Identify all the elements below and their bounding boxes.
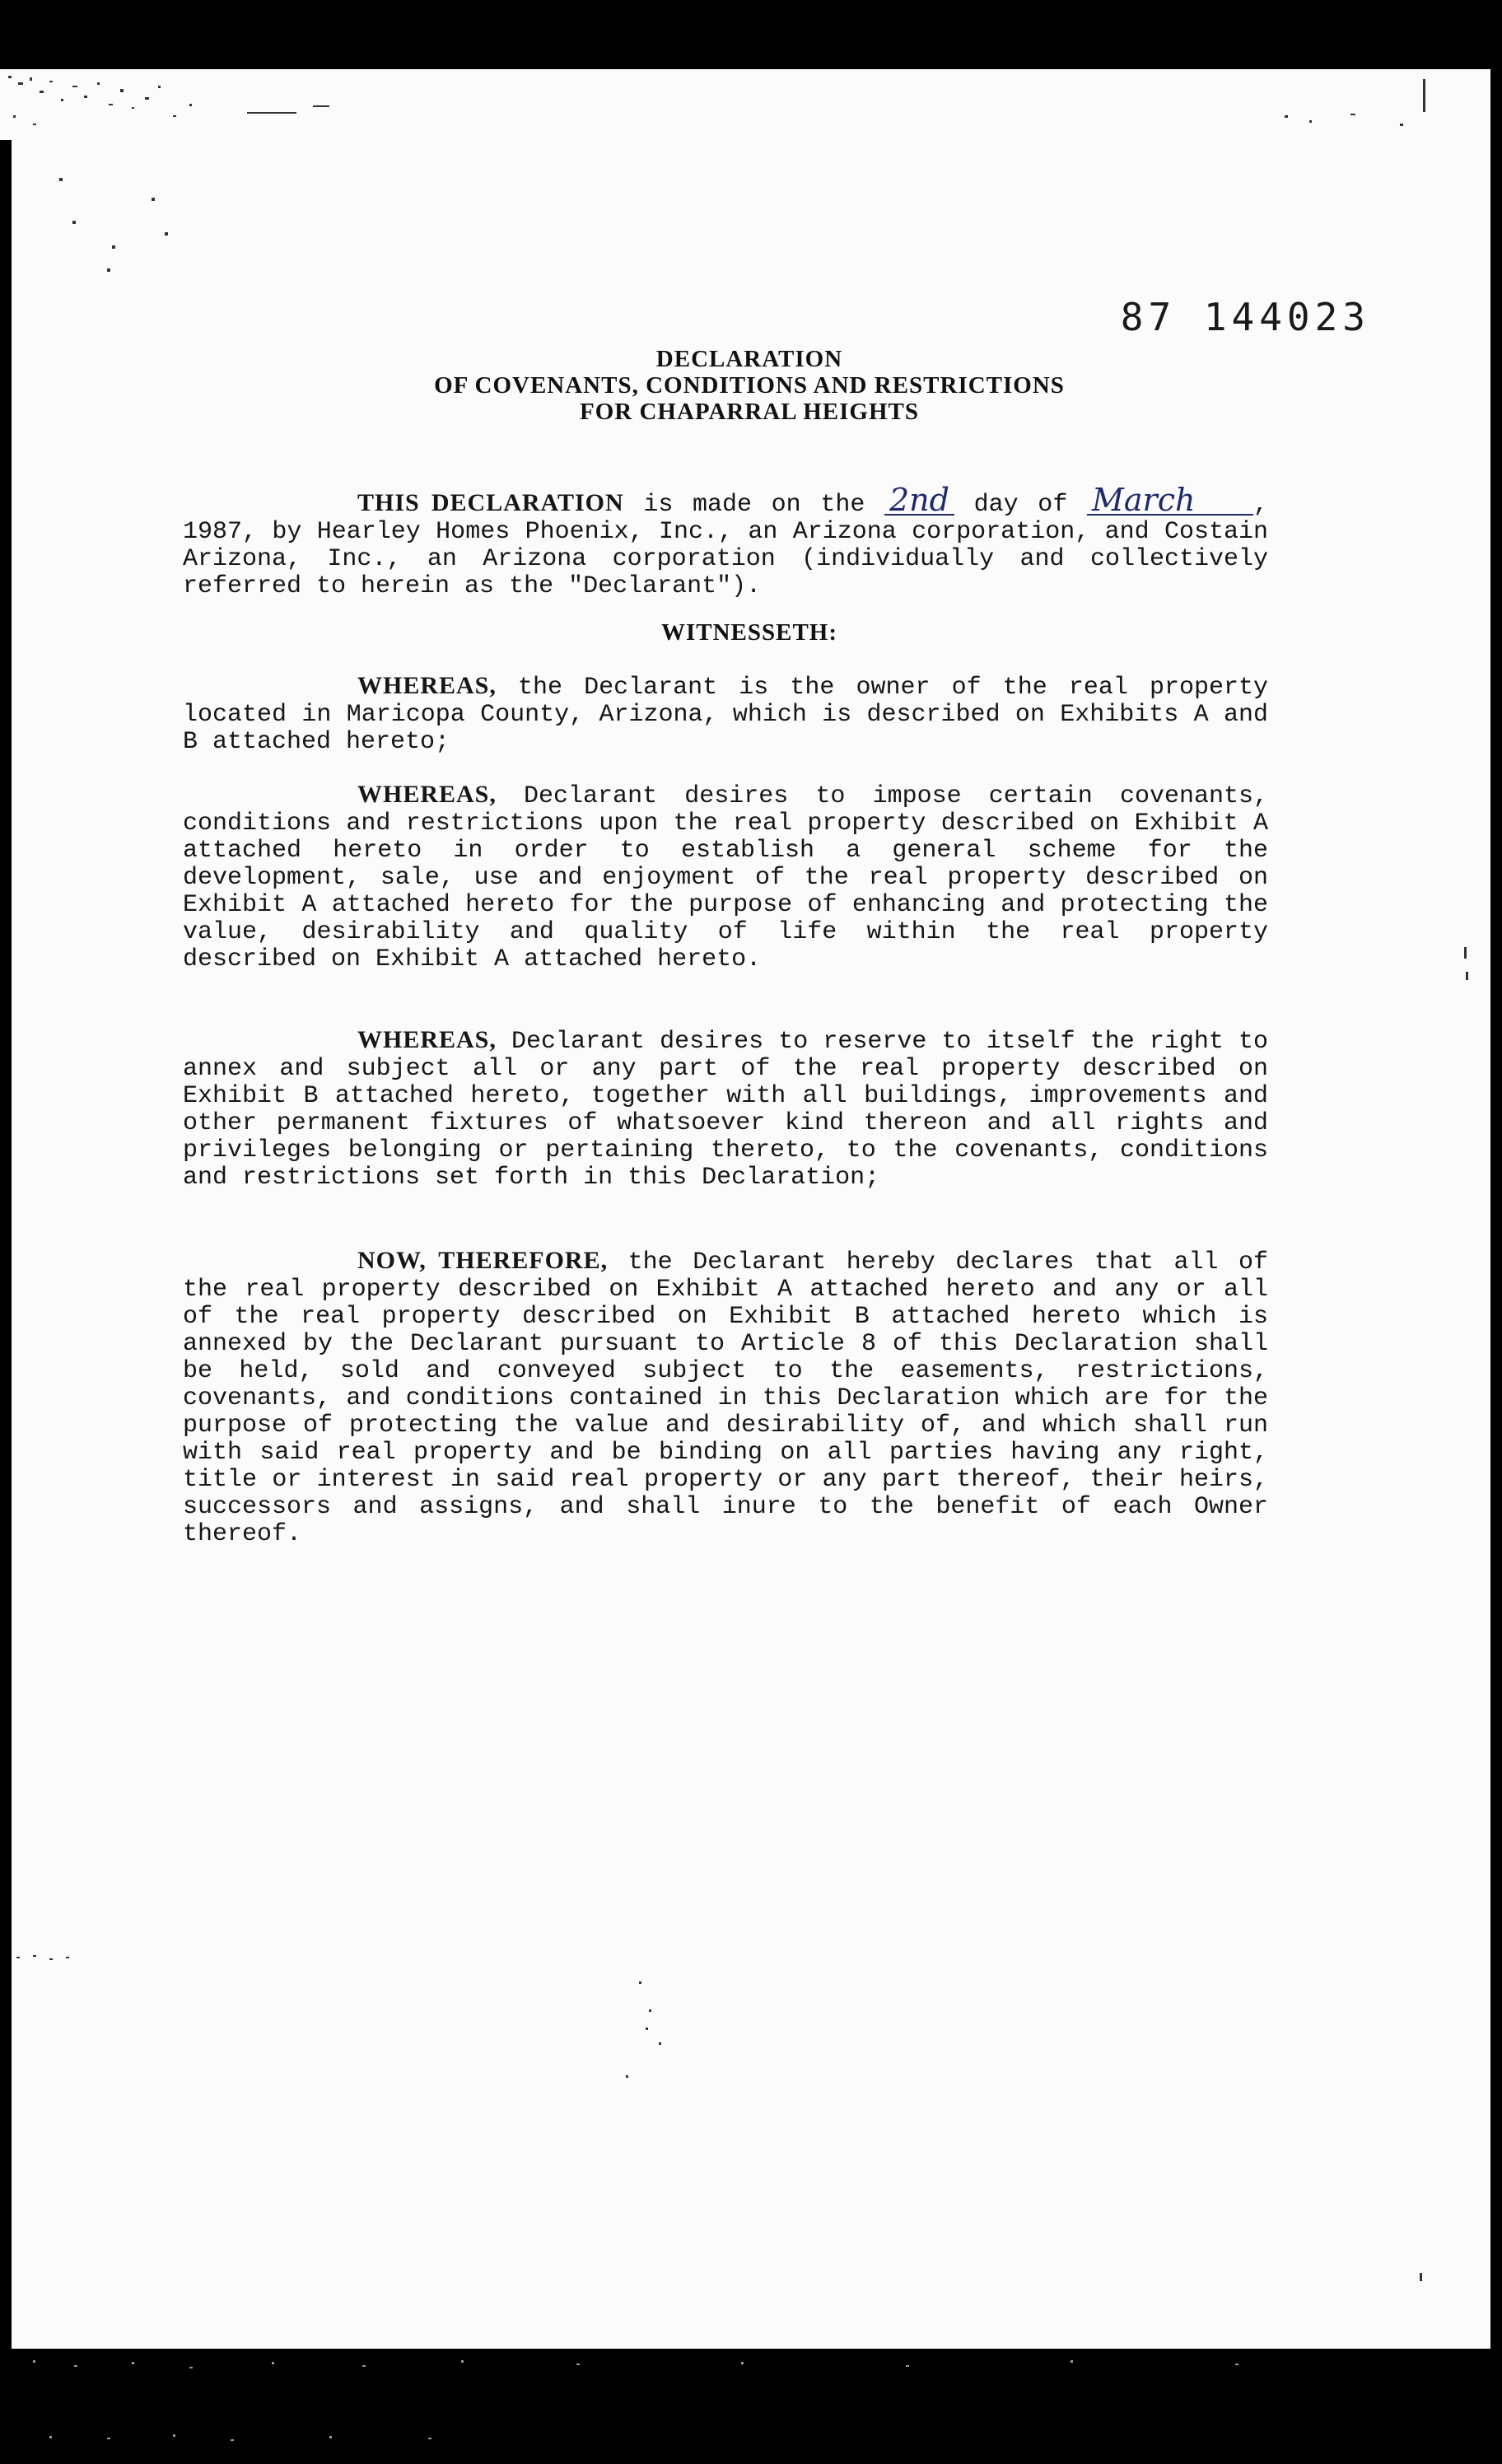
whereas-2-lead: WHEREAS, [357,781,497,808]
document-title-line-1: DECLARATION [655,346,843,372]
whereas-2-text: Declarant desires to impose certain covenants, conditions and restrictions upon the real property described on Exhibit A attached hereto in order to establish a general scheme for the development, sale, use and enjoyment of the real property described on Exhibit A attached hereto for the purpose of enhancing and protecting the value, desirability and quality of life within the real property described on Exhibit A attached hereto. [183,782,1268,973]
whereas-paragraph-3 [183,1026,1268,1192]
now-therefore-paragraph [183,1247,1268,1548]
intro-text-after: , 1987, by Hearley Homes Phoenix, Inc., an Arizona corporation, and Costain Arizona, Inc., an Arizona corporation (individually and collectively referred to herein as the "Declarant"). [183,491,1268,600]
handwritten-day: 2nd [884,486,954,516]
witnesseth-heading: WITNESSETH: [660,619,838,646]
intro-paragraph [183,482,1268,600]
whereas-1-text: the Declarant is the owner of the real property located in Maricopa County, Arizona, which is described on Exhibits A and B attached hereto; [183,674,1268,756]
document-title-line-3: FOR CHAPARRAL HEIGHTS [579,399,919,425]
whereas-3-text: Declarant desires to reserve to itself the right to annex and subject all or any part of the real property described on Exhibit B attached hereto, together with all buildings, improvements and other permanent fixtures of whatsoever kind thereon and all rights and privileges belonging or pertaining thereto, to the covenants, conditions and restrictions set forth in this Declaration; [183,1028,1268,1192]
whereas-1-lead: WHEREAS, [357,672,497,699]
intro-text-before-day: is made on the [623,491,884,519]
handwritten-month: March [1087,486,1253,516]
whereas-paragraph-1 [183,672,1268,756]
recording-number: 87 144023 [1120,295,1370,339]
intro-lead: THIS DECLARATION [357,489,624,516]
whereas-3-lead: WHEREAS, [357,1026,497,1053]
now-therefore-lead: NOW, THEREFORE, [357,1247,609,1274]
intro-text-between: day of [954,491,1087,519]
now-therefore-text: the Declarant hereby declares that all of the real property described on Exhibit A attached hereto and any or all of the real property described on Exhibit B attached hereto which is annexed by the Declarant pursuant to Article 8 of this Declaration shall be held, sold and conveyed subject to the easements, restrictions, covenants, and conditions contained in this Declaration which are for the purpose of protecting the value and desirability of, and which shall run with said real property and be binding on all parties having any right, title or interest in said real property or any part thereof, their heirs, successors and assigns, and shall inure to the benefit of each Owner thereof. [183,1248,1268,1548]
whereas-paragraph-2 [183,781,1268,973]
document-title-line-2: OF COVENANTS, CONDITIONS AND RESTRICTIONS [434,372,1065,399]
